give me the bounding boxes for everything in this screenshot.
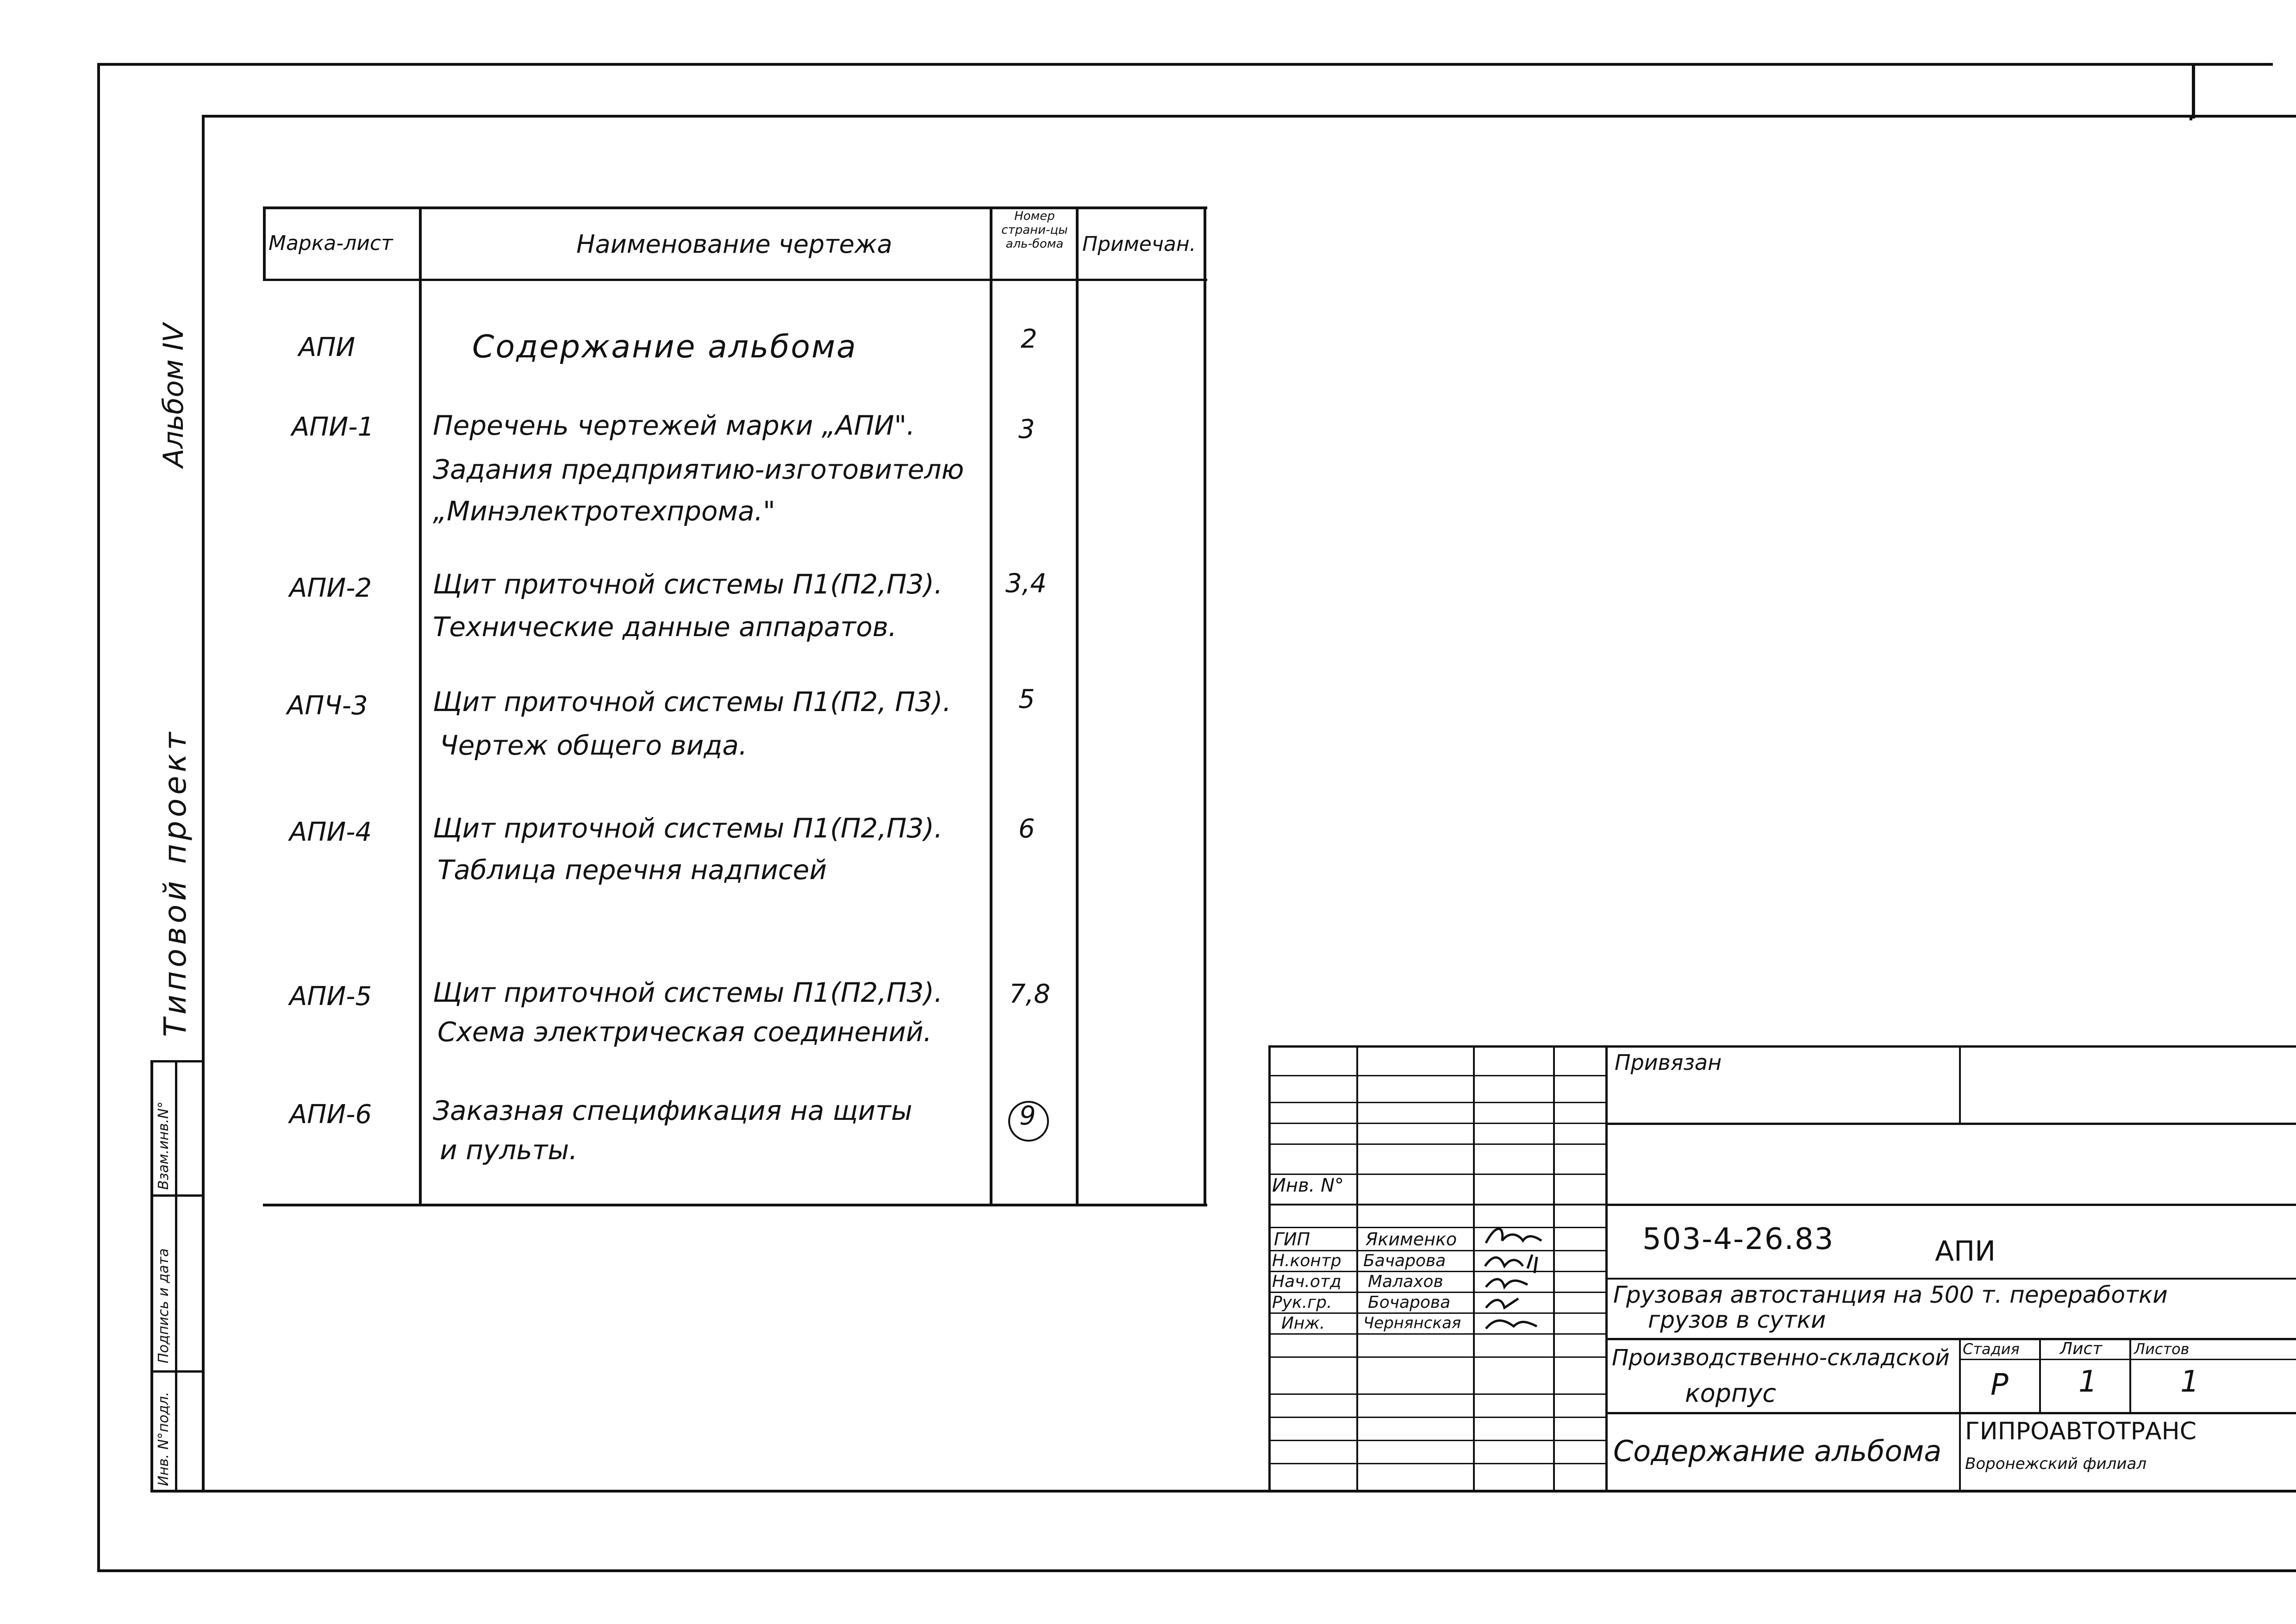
header-page: Номер страни-цы аль-бома bbox=[1001, 209, 1068, 251]
signatures-graphic bbox=[1477, 1222, 1597, 1338]
building-line1: Производственно-складской bbox=[1612, 1345, 1950, 1371]
row-mark: АПИ-6 bbox=[289, 1099, 372, 1130]
row-name: Щит приточной системы П1(П2,П3). bbox=[433, 568, 943, 600]
row-page: 5 bbox=[1018, 684, 1035, 714]
row-mark: АПИ-5 bbox=[289, 981, 372, 1012]
role-name: Бочарова bbox=[1368, 1293, 1451, 1312]
role-label: Нач.отд bbox=[1272, 1272, 1341, 1291]
org-name: ГИПРОАВТОТРАНС bbox=[1965, 1418, 2197, 1445]
row-mark: АПИ bbox=[299, 332, 356, 362]
row-mark: АПИ-1 bbox=[292, 412, 374, 442]
sheets-label: Листов bbox=[2134, 1340, 2190, 1358]
album-label: Альбом IV bbox=[157, 323, 190, 468]
header-name: Наименование чертежа bbox=[576, 230, 892, 259]
row-page: 3,4 bbox=[1005, 568, 1047, 599]
row-name: Щит приточной системы П1(П2, П3). bbox=[433, 686, 951, 718]
role-name: Чернянская bbox=[1363, 1314, 1461, 1332]
role-name: Бачарова bbox=[1363, 1251, 1446, 1270]
privyazan-label: Привязан bbox=[1615, 1050, 1722, 1075]
branch-name: Воронежский филиал bbox=[1965, 1455, 2147, 1473]
role-label: Н.контр bbox=[1272, 1251, 1341, 1270]
object-line2: грузов в сутки bbox=[1648, 1306, 1826, 1333]
row-page: 9 bbox=[1019, 1101, 1036, 1131]
typical-project-label: Типовой проект bbox=[157, 728, 193, 1037]
row-name: Задания предприятию-изготовителю bbox=[433, 454, 964, 485]
header-note: Примечан. bbox=[1082, 232, 1196, 256]
role-label: Рук.гр. bbox=[1272, 1293, 1332, 1312]
inner-frame-bottom bbox=[150, 1490, 2296, 1493]
row-page: 6 bbox=[1018, 814, 1035, 844]
role-label: ГИП bbox=[1274, 1229, 1310, 1249]
sheet-title: Содержание альбома bbox=[1613, 1434, 1942, 1468]
inner-frame-top bbox=[202, 115, 2296, 118]
stamp-vzam-inv: Взам.инв.N° bbox=[156, 1101, 172, 1190]
object-line1: Грузовая автостанция на 500 т. переработки bbox=[1613, 1281, 2168, 1308]
row-name: Щит приточной системы П1(П2,П3). bbox=[433, 977, 943, 1008]
sheet-label: Лист bbox=[2060, 1339, 2103, 1358]
row-name: и пульты. bbox=[440, 1134, 578, 1166]
sheet-value: 1 bbox=[2078, 1365, 2097, 1399]
row-mark: АПЧ-3 bbox=[287, 691, 368, 721]
stage-label: Стадия bbox=[1963, 1340, 2020, 1358]
building-line2: корпус bbox=[1685, 1379, 1776, 1408]
row-name: Заказная спецификация на щиты bbox=[433, 1095, 912, 1126]
stamp-podpis-data: Подпись и дата bbox=[156, 1248, 172, 1363]
row-name: Содержание альбома bbox=[472, 329, 857, 365]
row-name: Перечень чертежей марки „АПИ". bbox=[433, 410, 915, 441]
doc-mark: АПИ bbox=[1935, 1235, 1996, 1268]
sheets-value: 1 bbox=[2180, 1365, 2199, 1399]
doc-code: 503-4-26.83 bbox=[1642, 1222, 1834, 1256]
inner-frame-right-seg bbox=[2190, 115, 2192, 120]
row-page: 2 bbox=[1021, 324, 1037, 354]
row-name: „Минэлектротехпрома." bbox=[433, 495, 775, 527]
row-mark: АПИ-4 bbox=[289, 817, 372, 847]
role-label: Инж. bbox=[1281, 1314, 1325, 1333]
inner-frame-left bbox=[202, 115, 205, 1492]
row-name: Щит приточной системы П1(П2,П3). bbox=[433, 812, 943, 844]
row-name: Схема электрическая соединений. bbox=[437, 1016, 932, 1048]
row-name: Технические данные аппаратов. bbox=[433, 611, 897, 643]
stage-value: Р bbox=[1990, 1368, 2009, 1402]
outer-frame-right-tick bbox=[2192, 63, 2195, 119]
row-name: Чертеж общего вида. bbox=[440, 730, 748, 761]
header-mark: Марка-лист bbox=[268, 231, 393, 255]
role-name: Якименко bbox=[1366, 1229, 1457, 1249]
outer-frame-top bbox=[97, 63, 2273, 66]
row-name: Таблица перечня надписей bbox=[437, 854, 827, 886]
row-page: 7,8 bbox=[1009, 979, 1051, 1009]
role-name: Малахов bbox=[1368, 1272, 1443, 1291]
row-page: 3 bbox=[1018, 414, 1035, 444]
inv-no-label: Инв. N° bbox=[1272, 1175, 1344, 1196]
row-mark: АПИ-2 bbox=[289, 573, 372, 603]
outer-frame-left bbox=[97, 63, 100, 1572]
stamp-inv-podl: Инв. N°подл. bbox=[156, 1392, 172, 1486]
outer-frame-bottom bbox=[97, 1569, 2296, 1572]
